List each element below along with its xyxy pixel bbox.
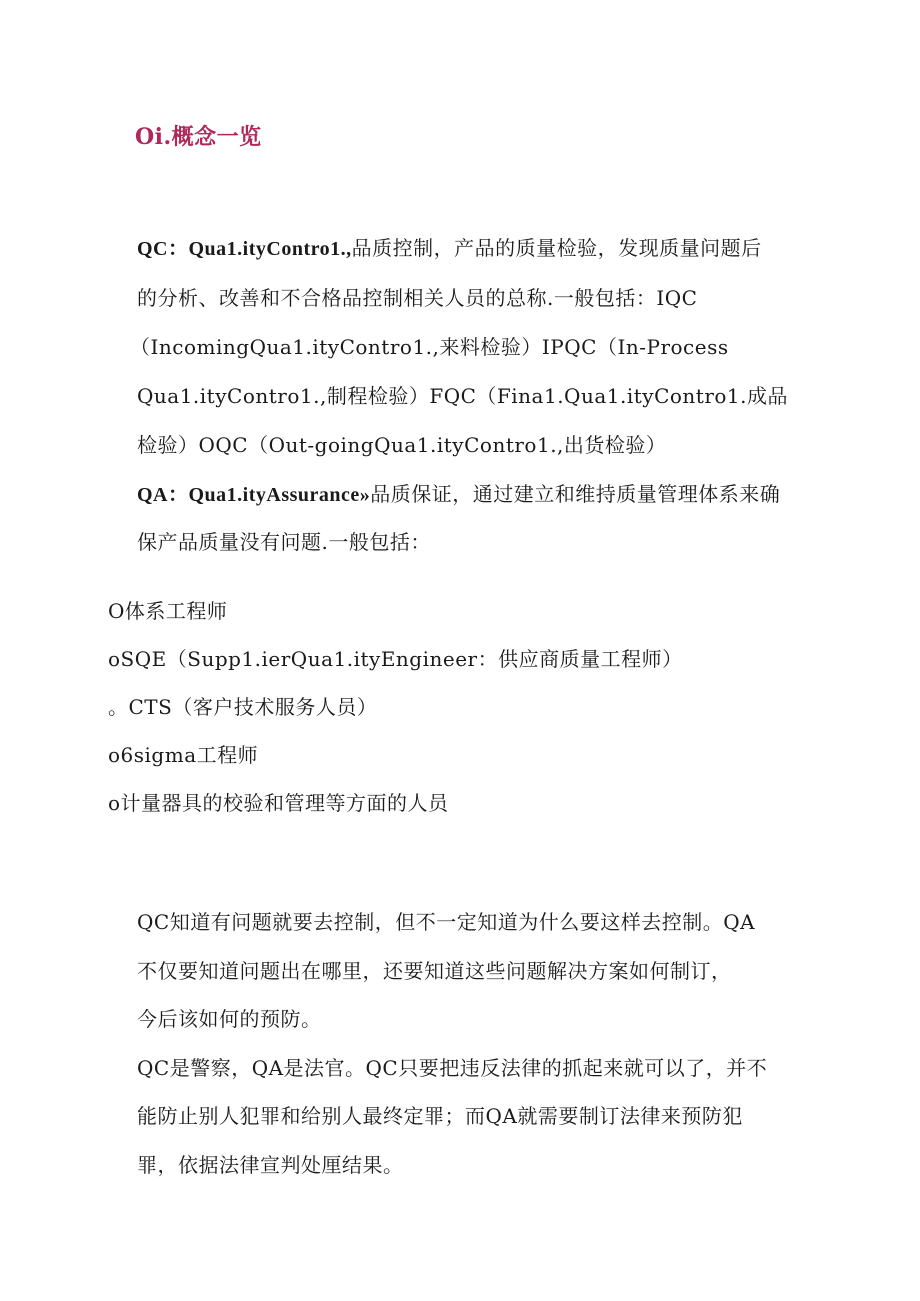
para2-line: 罪，依据法律宣判处厘结果。 bbox=[137, 1153, 404, 1177]
list-item: o计量器具的校验和管理等方面的人员 bbox=[108, 791, 449, 815]
section-heading: Oi.概念一览 bbox=[135, 124, 262, 150]
qa-label: QA：Qua1.ityAssurance» bbox=[137, 484, 371, 506]
para1-line: 不仅要知道问题出在哪里，还要知道这些问题解决方案如何制订， bbox=[137, 959, 732, 983]
para2-line: 能防止别人犯罪和给别人最终定罪；而QA就需要制订法律来预防犯 bbox=[137, 1104, 743, 1128]
qc-line-1 bbox=[137, 234, 762, 263]
para1-line: 今后该如何的预防。 bbox=[137, 1007, 322, 1031]
qc-label: QC：Qua1.ityContro1., bbox=[137, 238, 352, 260]
qc-line-5: 检验）OQC（Out-goingQua1.ityContro1.,出货检验） bbox=[137, 433, 667, 457]
list-item: o6sigma工程师 bbox=[108, 743, 259, 767]
list-item: oSQE（Supp1.ierQua1.ityEngineer：供应商质量工程师） bbox=[108, 647, 683, 671]
qc-line-4: Qua1.ityContro1.,制程检验）FQC（Fina1.Qua1.ityContro1.成品 bbox=[137, 384, 789, 408]
list-item: 。CTS（客户技术服务人员） bbox=[108, 695, 378, 719]
qc-line-3: （IncomingQua1.ityContro1.,来料检验）IPQC（In-Process bbox=[130, 335, 729, 359]
qc-line-2: 的分析、改善和不合格品控制相关人员的总称.一般包括：IQC bbox=[137, 286, 698, 310]
qa-line-2: 保产品质量没有问题.一般包括： bbox=[137, 530, 431, 554]
qc-line-1-text: 品质控制，产品的质量检验，发现质量问题后 bbox=[351, 236, 762, 260]
para2-line: QC是警察，QA是法官。QC只要把违反法律的抓起来就可以了，并不 bbox=[137, 1056, 768, 1080]
qa-line-1-text: 品质保证，通过建立和维持质量管理体系来确 bbox=[370, 482, 781, 506]
para1-line: QC知道有问题就要去控制，但不一定知道为什么要这样去控制。QA bbox=[137, 910, 756, 934]
list-item: O体系工程师 bbox=[108, 599, 228, 623]
qa-line-1 bbox=[137, 480, 780, 509]
